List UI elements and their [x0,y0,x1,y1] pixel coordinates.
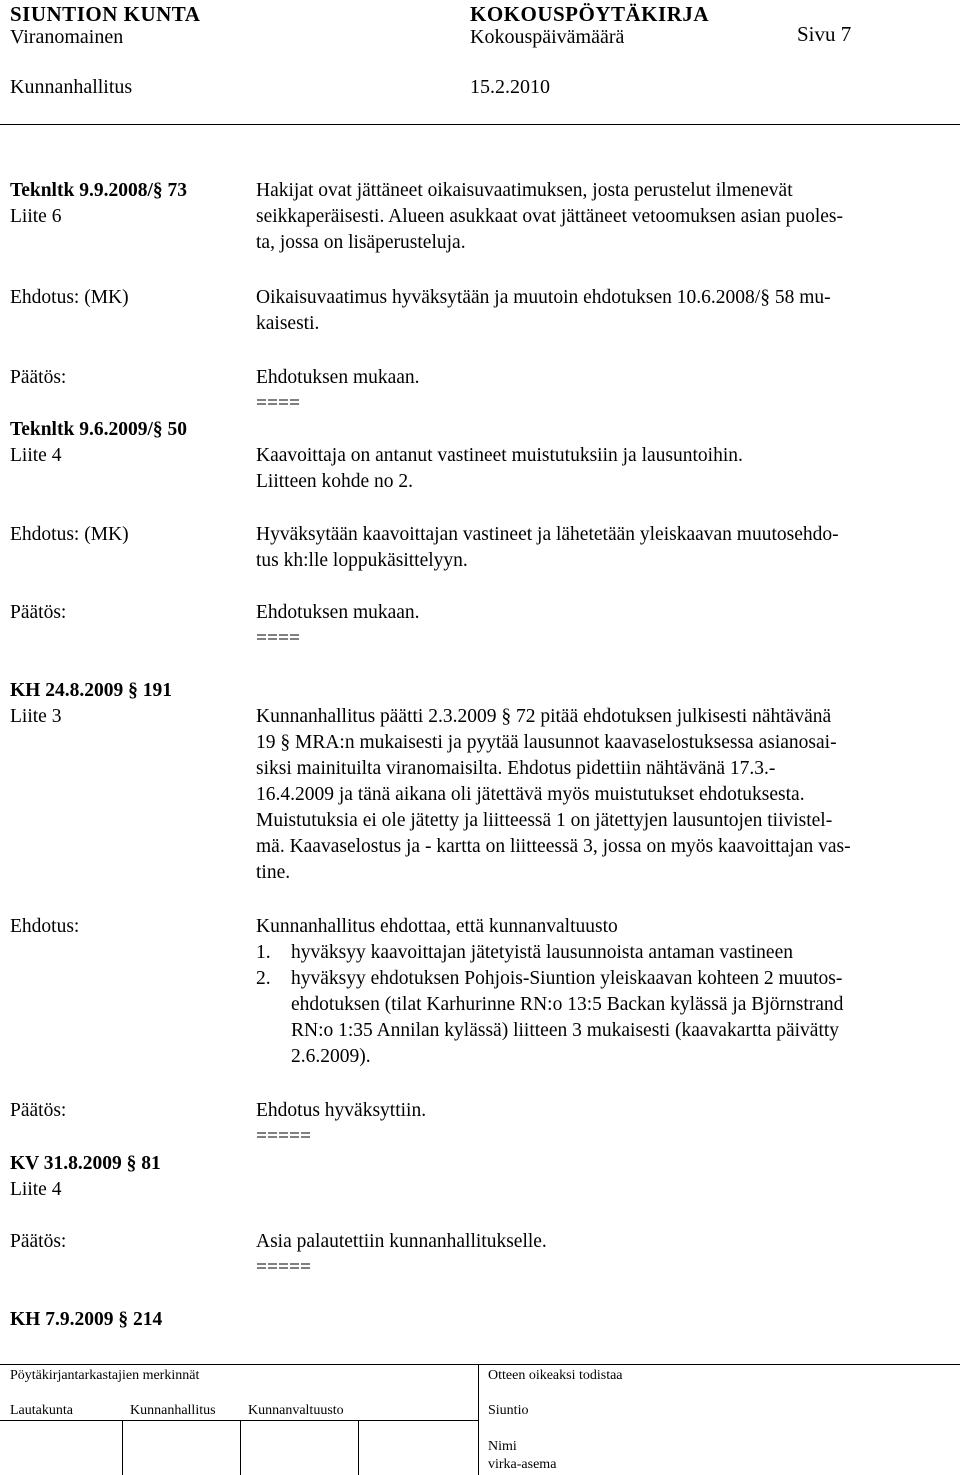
decision-label: Päätös: [10,1100,67,1121]
body-line: mä. Kaavaselostus ja - kartta on liitteessä 3, jossa on myös kaavoittajan vas- [256,836,851,857]
proposal-line: tus kh:lle loppukäsittelyyn. [256,550,468,571]
list-item: RN:o 1:35 Annilan kylässä) liitteen 3 mukaisesti (kaavakartta päivätty [291,1020,840,1041]
body-line: Kunnanhallitus päätti 2.3.2009 § 72 pitää ehdotuksen julkisesti nähtävänä [256,706,832,727]
footer-divider [358,1420,359,1475]
body-line: siksi mainituilta viranomaisilta. Ehdotus pidettiin nähtävänä 17.3.- [256,758,776,779]
header-rule [0,124,960,125]
section-ref: KH 24.8.2009 § 191 [10,680,172,701]
list-item: 2.6.2009). [291,1046,371,1067]
decision-label: Päätös: [10,1231,67,1252]
body-line: Hakijat ovat jättäneet oikaisuvaatimuksen, josta perustelut ilmenevät [256,180,793,201]
decision-text: Ehdotuksen mukaan. [256,367,420,388]
decision-text: Asia palautettiin kunnanhallitukselle. [256,1231,547,1252]
attachment-ref: Liite 4 [10,445,62,466]
authority-label: Viranomainen [10,26,124,48]
decision-label: Päätös: [10,602,67,623]
attachment-ref: Liite 6 [10,206,62,227]
footer-mid-rule [0,1420,478,1421]
list-item: ehdotuksen (tilat Karhurinne RN:o 13:5 Backan kylässä ja Björnstrand [291,994,844,1015]
footer-col-lautakunta: Lautakunta [10,1403,73,1418]
proposal-intro: Kunnanhallitus ehdottaa, että kunnanvaltuusto [256,916,618,937]
body-line: 16.4.2009 ja tänä aikana oli jätettävä myös muistutukset ehdotuksesta. [256,784,805,805]
body-line: tine. [256,862,291,883]
footer-col-kunnanvaltuusto: Kunnanvaltuusto [248,1403,344,1418]
proposal-line: kaisesti. [256,313,320,334]
footer-top-rule [0,1364,960,1365]
footer-position-label: virka-asema [488,1457,557,1472]
proposal-label: Ehdotus: (MK) [10,524,129,545]
page-number: Sivu 7 [797,22,852,46]
proposal-label: Ehdotus: [10,916,80,937]
list-item: hyväksyy ehdotuksen Pohjois-Siuntion yleiskaavan kohteen 2 muutos- [291,968,843,989]
proposal-label: Ehdotus: (MK) [10,287,129,308]
attachment-ref: Liite 3 [10,706,62,727]
body-line: ta, jossa on lisäperusteluja. [256,232,466,253]
body-line: Kaavoittaja on antanut vastineet muistutuksiin ja lausuntoihin. [256,445,743,466]
list-number: 2. [256,968,271,989]
footer-divider [122,1420,123,1475]
date-label: Kokouspäivämäärä [470,26,625,48]
authority-value: Kunnanhallitus [10,76,133,98]
footer-divider [478,1364,479,1475]
list-item: hyväksyy kaavoittajan jätetyistä lausunnoista antaman vastineen [291,942,793,963]
footer-place: Siuntio [488,1403,529,1418]
decision-label: Päätös: [10,367,67,388]
footer-divider [240,1420,241,1475]
section-ref: Teknltk 9.9.2008/§ 73 [10,180,187,201]
footer-name-label: Nimi [488,1439,517,1454]
attachment-ref: Liite 4 [10,1179,62,1200]
date-value: 15.2.2010 [470,76,550,98]
separator: ===== [256,1257,311,1278]
section-ref: KV 31.8.2009 § 81 [10,1153,161,1174]
body-line: seikkaperäisesti. Alueen asukkaat ovat jättäneet vetoomuksen asian puoles- [256,206,843,227]
separator: ==== [256,393,300,414]
body-line: 19 § MRA:n mukaisesti ja pyytää lausunnot kaavaselostuksessa asianosai- [256,732,837,753]
separator: ===== [256,1126,311,1147]
decision-text: Ehdotus hyväksyttiin. [256,1100,427,1121]
doc-type: KOKOUSPÖYTÄKIRJA [470,2,710,26]
section-ref: KH 7.9.2009 § 214 [10,1309,163,1330]
decision-text: Ehdotuksen mukaan. [256,602,420,623]
footer-col-kunnanhallitus: Kunnanhallitus [130,1403,216,1418]
proposal-line: Oikaisuvaatimus hyväksytään ja muutoin ehdotuksen 10.6.2008/§ 58 mu- [256,287,831,308]
org-name: SIUNTION KUNTA [10,2,201,26]
separator: ==== [256,628,300,649]
body-line: Muistutuksia ei ole jätetty ja liitteessä 1 on jätettyjen lausuntojen tiivistel- [256,810,833,831]
footer-left-title: Pöytäkirjantarkastajien merkinnät [10,1368,200,1383]
body-line: Liitteen kohde no 2. [256,471,414,492]
list-number: 1. [256,942,271,963]
section-ref: Teknltk 9.6.2009/§ 50 [10,419,187,440]
footer-right-title: Otteen oikeaksi todistaa [488,1368,623,1383]
proposal-line: Hyväksytään kaavoittajan vastineet ja lähetetään yleiskaavan muutosehdo- [256,524,839,545]
